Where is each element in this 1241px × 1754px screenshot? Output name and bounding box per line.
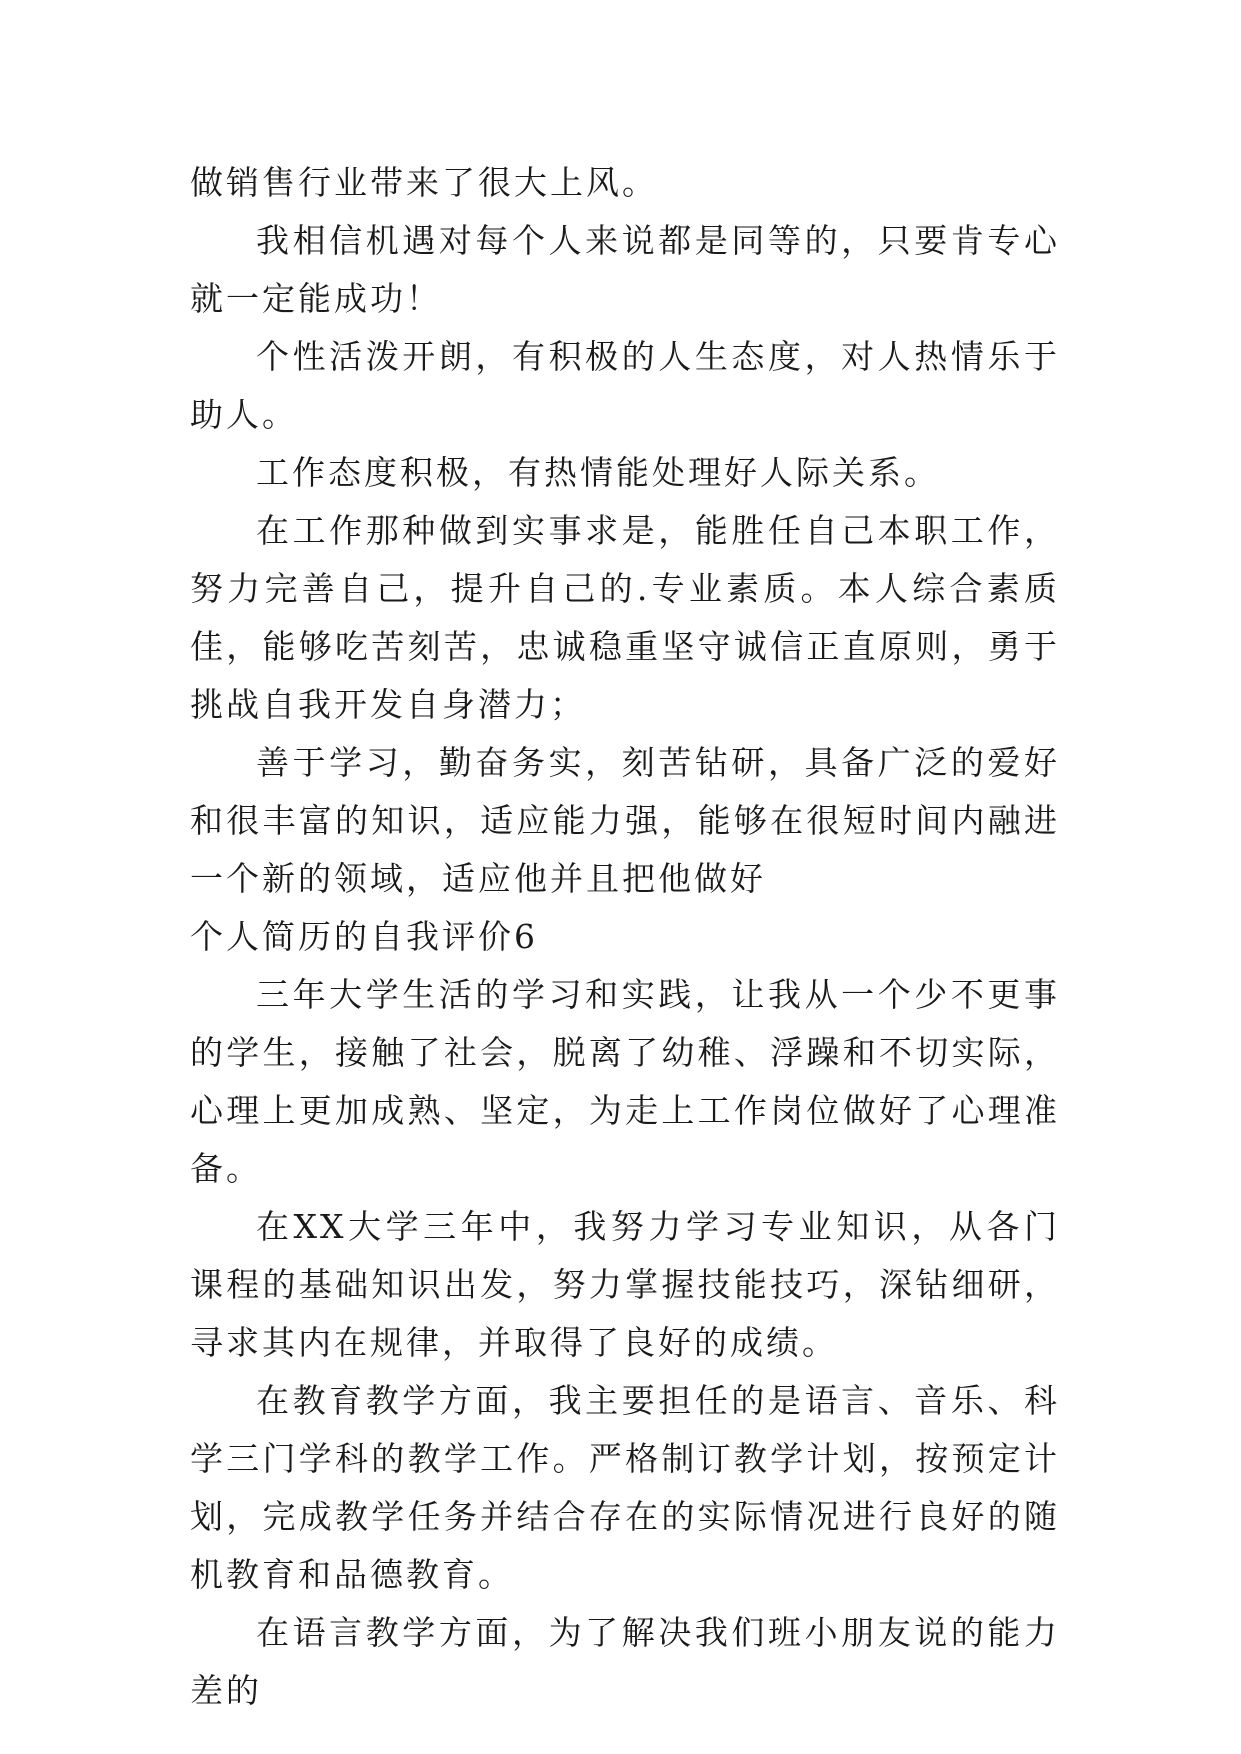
paragraph: 在XX大学三年中，我努力学习专业知识，从各门课程的基础知识出发，努力掌握技能技巧，深钻细研，寻求其内在规律，并取得了良好的成绩。	[190, 1207, 1060, 1362]
paragraph: 三年大学生活的学习和实践，让我从一个少不更事的学生，接触了社会，脱离了幼稚、浮躁和不切实际，心理上更加成熟、坚定，为走上工作岗位做好了心理准备。	[190, 975, 1060, 1188]
paragraph: 在教育教学方面，我主要担任的是语言、音乐、科学三门学科的教学工作。严格制订教学计划，按预定计划，完成教学任务并结合存在的实际情况进行良好的随机教育和品德教育。	[190, 1381, 1060, 1594]
paragraph: 工作态度积极，有热情能处理好人际关系。	[256, 453, 940, 492]
document-body	[190, 154, 1060, 1720]
paragraph: 个性活泼开朗，有积极的人生态度，对人热情乐于助人。	[190, 337, 1060, 434]
section-heading: 个人简历的自我评价6	[190, 917, 538, 956]
paragraph: 善于学习，勤奋务实，刻苦钻研，具备广泛的爱好和很丰富的知识，适应能力强，能够在很短时间内融进一个新的领域，适应他并且把他做好	[190, 743, 1060, 898]
paragraph: 做销售行业带来了很大上风。	[190, 163, 658, 202]
paragraph: 在工作那种做到实事求是，能胜任自己本职工作，努力完善自己，提升自己的.专业素质。本人综合素质佳，能够吃苦刻苦，忠诚稳重坚守诚信正直原则，勇于挑战自我开发自身潜力；	[190, 511, 1060, 724]
paragraph: 在语言教学方面，为了解决我们班小朋友说的能力差的	[190, 1613, 1060, 1710]
paragraph: 我相信机遇对每个人来说都是同等的，只要肯专心就一定能成功！	[190, 221, 1060, 318]
